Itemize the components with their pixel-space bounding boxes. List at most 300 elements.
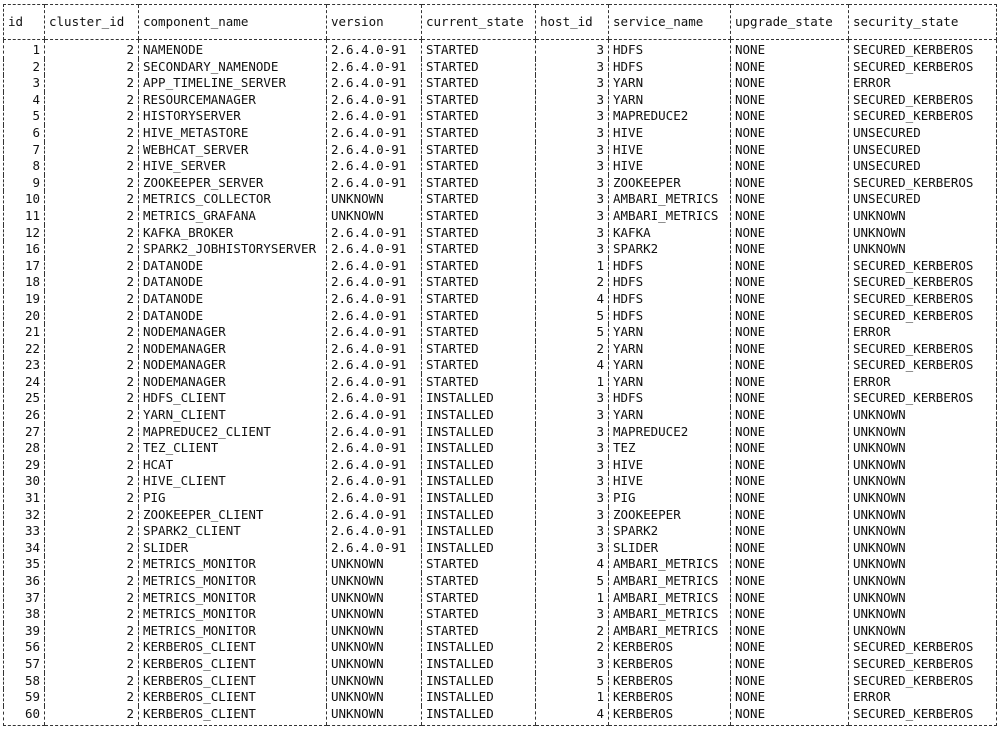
cell-version: UNKNOWN — [327, 706, 422, 726]
cell-current-state: STARTED — [422, 341, 536, 358]
cell-host-id: 3 — [536, 158, 609, 175]
cell-version: 2.6.4.0-91 — [327, 258, 422, 275]
cell-host-id: 4 — [536, 291, 609, 308]
cell-service-name: HDFS — [609, 291, 731, 308]
cell-security-state: UNKNOWN — [849, 490, 997, 507]
cell-host-id: 2 — [536, 639, 609, 656]
cell-component-name: YARN_CLIENT — [139, 407, 327, 424]
cell-service-name: AMBARI_METRICS — [609, 573, 731, 590]
cell-component-name: HDFS_CLIENT — [139, 390, 327, 407]
cell-host-id: 3 — [536, 473, 609, 490]
cell-cluster-id: 2 — [45, 225, 139, 242]
cell-component-name: METRICS_MONITOR — [139, 556, 327, 573]
table-row — [4, 274, 997, 291]
cell-component-name: METRICS_MONITOR — [139, 606, 327, 623]
cell-version: UNKNOWN — [327, 673, 422, 690]
cell-cluster-id: 2 — [45, 92, 139, 109]
cell-current-state: STARTED — [422, 556, 536, 573]
cell-service-name: AMBARI_METRICS — [609, 623, 731, 640]
cell-id: 9 — [4, 175, 45, 192]
cell-host-id: 4 — [536, 706, 609, 726]
cell-cluster-id: 2 — [45, 424, 139, 441]
cell-id: 37 — [4, 590, 45, 607]
cell-upgrade-state: NONE — [731, 274, 849, 291]
cell-service-name: YARN — [609, 407, 731, 424]
cell-id: 16 — [4, 241, 45, 258]
cell-current-state: STARTED — [422, 308, 536, 325]
cell-host-id: 3 — [536, 424, 609, 441]
cell-id: 25 — [4, 390, 45, 407]
table-row — [4, 556, 997, 573]
cell-host-id: 3 — [536, 457, 609, 474]
cell-upgrade-state: NONE — [731, 291, 849, 308]
cell-security-state: SECURED_KERBEROS — [849, 357, 997, 374]
cell-service-name: HDFS — [609, 308, 731, 325]
cell-component-name: SECONDARY_NAMENODE — [139, 59, 327, 76]
cell-cluster-id: 2 — [45, 590, 139, 607]
cell-component-name: KAFKA_BROKER — [139, 225, 327, 242]
cell-version: UNKNOWN — [327, 639, 422, 656]
cell-current-state: STARTED — [422, 40, 536, 59]
cell-service-name: HDFS — [609, 59, 731, 76]
table-row — [4, 108, 997, 125]
table-row — [4, 540, 997, 557]
cell-host-id: 1 — [536, 374, 609, 391]
cell-current-state: STARTED — [422, 374, 536, 391]
cell-cluster-id: 2 — [45, 440, 139, 457]
cell-security-state: UNKNOWN — [849, 573, 997, 590]
cell-current-state: INSTALLED — [422, 540, 536, 557]
cell-security-state: SECURED_KERBEROS — [849, 341, 997, 358]
cell-upgrade-state: NONE — [731, 191, 849, 208]
cell-cluster-id: 2 — [45, 75, 139, 92]
cell-id: 11 — [4, 208, 45, 225]
cell-security-state: ERROR — [849, 324, 997, 341]
cell-upgrade-state: NONE — [731, 656, 849, 673]
cell-service-name: KAFKA — [609, 225, 731, 242]
cell-component-name: ZOOKEEPER_SERVER — [139, 175, 327, 192]
cell-host-id: 1 — [536, 689, 609, 706]
cell-upgrade-state: NONE — [731, 158, 849, 175]
cell-upgrade-state: NONE — [731, 92, 849, 109]
cell-host-id: 5 — [536, 308, 609, 325]
cell-current-state: STARTED — [422, 191, 536, 208]
cell-version: 2.6.4.0-91 — [327, 357, 422, 374]
cell-service-name: PIG — [609, 490, 731, 507]
cell-component-name: KERBEROS_CLIENT — [139, 639, 327, 656]
cell-cluster-id: 2 — [45, 175, 139, 192]
cell-component-name: DATANODE — [139, 274, 327, 291]
cell-component-name: METRICS_MONITOR — [139, 623, 327, 640]
cell-version: 2.6.4.0-91 — [327, 540, 422, 557]
cell-component-name: PIG — [139, 490, 327, 507]
cell-cluster-id: 2 — [45, 457, 139, 474]
cell-service-name: KERBEROS — [609, 706, 731, 726]
table-row — [4, 407, 997, 424]
cell-security-state: UNKNOWN — [849, 208, 997, 225]
cell-service-name: AMBARI_METRICS — [609, 606, 731, 623]
cell-security-state: UNKNOWN — [849, 225, 997, 242]
cell-host-id: 3 — [536, 108, 609, 125]
cell-security-state: SECURED_KERBEROS — [849, 639, 997, 656]
cell-security-state: UNSECURED — [849, 142, 997, 159]
query-result-table — [3, 4, 997, 726]
cell-cluster-id: 2 — [45, 125, 139, 142]
cell-cluster-id: 2 — [45, 191, 139, 208]
cell-service-name: ZOOKEEPER — [609, 175, 731, 192]
cell-id: 22 — [4, 341, 45, 358]
cell-security-state: ERROR — [849, 689, 997, 706]
cell-upgrade-state: NONE — [731, 59, 849, 76]
cell-security-state: SECURED_KERBEROS — [849, 274, 997, 291]
cell-version: 2.6.4.0-91 — [327, 490, 422, 507]
cell-upgrade-state: NONE — [731, 424, 849, 441]
cell-upgrade-state: NONE — [731, 490, 849, 507]
column-header-component-name: component_name — [139, 5, 327, 40]
cell-service-name: HIVE — [609, 158, 731, 175]
cell-upgrade-state: NONE — [731, 75, 849, 92]
cell-current-state: INSTALLED — [422, 523, 536, 540]
table-row — [4, 208, 997, 225]
cell-id: 5 — [4, 108, 45, 125]
cell-service-name: HDFS — [609, 40, 731, 59]
cell-service-name: HIVE — [609, 457, 731, 474]
cell-version: UNKNOWN — [327, 623, 422, 640]
cell-version: 2.6.4.0-91 — [327, 390, 422, 407]
cell-id: 23 — [4, 357, 45, 374]
cell-id: 26 — [4, 407, 45, 424]
cell-component-name: DATANODE — [139, 291, 327, 308]
cell-id: 8 — [4, 158, 45, 175]
cell-id: 39 — [4, 623, 45, 640]
cell-id: 2 — [4, 59, 45, 76]
cell-current-state: INSTALLED — [422, 473, 536, 490]
column-header-id: id — [4, 5, 45, 40]
cell-version: 2.6.4.0-91 — [327, 523, 422, 540]
cell-component-name: NODEMANAGER — [139, 324, 327, 341]
cell-current-state: INSTALLED — [422, 424, 536, 441]
cell-component-name: HCAT — [139, 457, 327, 474]
cell-id: 17 — [4, 258, 45, 275]
cell-cluster-id: 2 — [45, 374, 139, 391]
cell-upgrade-state: NONE — [731, 258, 849, 275]
cell-host-id: 3 — [536, 241, 609, 258]
cell-security-state: UNKNOWN — [849, 440, 997, 457]
cell-upgrade-state: NONE — [731, 606, 849, 623]
cell-current-state: STARTED — [422, 175, 536, 192]
cell-component-name: DATANODE — [139, 308, 327, 325]
cell-service-name: KERBEROS — [609, 656, 731, 673]
cell-version: 2.6.4.0-91 — [327, 341, 422, 358]
column-header-current-state: current_state — [422, 5, 536, 40]
column-header-security-state: security_state — [849, 5, 997, 40]
cell-security-state: SECURED_KERBEROS — [849, 706, 997, 726]
cell-service-name: AMBARI_METRICS — [609, 191, 731, 208]
cell-current-state: STARTED — [422, 208, 536, 225]
cell-host-id: 5 — [536, 573, 609, 590]
table-row — [4, 706, 997, 726]
cell-service-name: AMBARI_METRICS — [609, 208, 731, 225]
cell-version: UNKNOWN — [327, 656, 422, 673]
cell-service-name: HIVE — [609, 473, 731, 490]
cell-current-state: INSTALLED — [422, 440, 536, 457]
cell-security-state: ERROR — [849, 75, 997, 92]
cell-service-name: HDFS — [609, 258, 731, 275]
cell-host-id: 3 — [536, 407, 609, 424]
cell-security-state: UNKNOWN — [849, 407, 997, 424]
cell-cluster-id: 2 — [45, 490, 139, 507]
cell-service-name: MAPREDUCE2 — [609, 424, 731, 441]
table-row — [4, 175, 997, 192]
cell-security-state: SECURED_KERBEROS — [849, 291, 997, 308]
cell-service-name: AMBARI_METRICS — [609, 590, 731, 607]
cell-security-state: ERROR — [849, 374, 997, 391]
cell-upgrade-state: NONE — [731, 689, 849, 706]
cell-id: 33 — [4, 523, 45, 540]
cell-cluster-id: 2 — [45, 473, 139, 490]
cell-service-name: TEZ — [609, 440, 731, 457]
cell-upgrade-state: NONE — [731, 142, 849, 159]
cell-host-id: 3 — [536, 191, 609, 208]
cell-component-name: MAPREDUCE2_CLIENT — [139, 424, 327, 441]
table-row — [4, 590, 997, 607]
cell-cluster-id: 2 — [45, 689, 139, 706]
cell-version: 2.6.4.0-91 — [327, 374, 422, 391]
cell-security-state: UNKNOWN — [849, 523, 997, 540]
table-row — [4, 656, 997, 673]
cell-security-state: UNSECURED — [849, 191, 997, 208]
cell-host-id: 3 — [536, 225, 609, 242]
cell-security-state: UNSECURED — [849, 158, 997, 175]
cell-id: 18 — [4, 274, 45, 291]
cell-cluster-id: 2 — [45, 341, 139, 358]
cell-cluster-id: 2 — [45, 556, 139, 573]
cell-security-state: UNKNOWN — [849, 473, 997, 490]
cell-service-name: SPARK2 — [609, 241, 731, 258]
cell-id: 58 — [4, 673, 45, 690]
cell-security-state: UNKNOWN — [849, 424, 997, 441]
cell-cluster-id: 2 — [45, 606, 139, 623]
cell-security-state: SECURED_KERBEROS — [849, 656, 997, 673]
table-row — [4, 125, 997, 142]
cell-id: 20 — [4, 308, 45, 325]
table-row — [4, 357, 997, 374]
cell-security-state: UNKNOWN — [849, 507, 997, 524]
cell-security-state: SECURED_KERBEROS — [849, 258, 997, 275]
cell-current-state: INSTALLED — [422, 639, 536, 656]
cell-cluster-id: 2 — [45, 357, 139, 374]
cell-component-name: KERBEROS_CLIENT — [139, 673, 327, 690]
cell-security-state: UNKNOWN — [849, 606, 997, 623]
cell-host-id: 3 — [536, 490, 609, 507]
cell-component-name: ZOOKEEPER_CLIENT — [139, 507, 327, 524]
cell-id: 34 — [4, 540, 45, 557]
cell-upgrade-state: NONE — [731, 706, 849, 726]
cell-component-name: KERBEROS_CLIENT — [139, 706, 327, 726]
column-header-upgrade-state: upgrade_state — [731, 5, 849, 40]
cell-service-name: YARN — [609, 357, 731, 374]
cell-current-state: STARTED — [422, 92, 536, 109]
cell-security-state: SECURED_KERBEROS — [849, 673, 997, 690]
cell-service-name: KERBEROS — [609, 639, 731, 656]
column-header-version: version — [327, 5, 422, 40]
cell-component-name: METRICS_MONITOR — [139, 590, 327, 607]
cell-component-name: HIVE_SERVER — [139, 158, 327, 175]
cell-current-state: STARTED — [422, 324, 536, 341]
table-row — [4, 324, 997, 341]
cell-cluster-id: 2 — [45, 158, 139, 175]
cell-version: 2.6.4.0-91 — [327, 158, 422, 175]
cell-current-state: STARTED — [422, 241, 536, 258]
cell-host-id: 3 — [536, 507, 609, 524]
cell-current-state: STARTED — [422, 75, 536, 92]
cell-current-state: STARTED — [422, 225, 536, 242]
cell-host-id: 3 — [536, 656, 609, 673]
cell-upgrade-state: NONE — [731, 175, 849, 192]
table-row — [4, 639, 997, 656]
cell-security-state: SECURED_KERBEROS — [849, 390, 997, 407]
cell-version: 2.6.4.0-91 — [327, 225, 422, 242]
table-row — [4, 507, 997, 524]
cell-version: 2.6.4.0-91 — [327, 125, 422, 142]
cell-upgrade-state: NONE — [731, 225, 849, 242]
table-row — [4, 689, 997, 706]
cell-id: 28 — [4, 440, 45, 457]
cell-upgrade-state: NONE — [731, 573, 849, 590]
cell-host-id: 3 — [536, 523, 609, 540]
cell-security-state: SECURED_KERBEROS — [849, 59, 997, 76]
cell-cluster-id: 2 — [45, 274, 139, 291]
cell-host-id: 3 — [536, 390, 609, 407]
cell-version: 2.6.4.0-91 — [327, 507, 422, 524]
cell-current-state: STARTED — [422, 590, 536, 607]
cell-component-name: WEBHCAT_SERVER — [139, 142, 327, 159]
cell-id: 36 — [4, 573, 45, 590]
cell-service-name: SPARK2 — [609, 523, 731, 540]
cell-cluster-id: 2 — [45, 291, 139, 308]
cell-id: 1 — [4, 40, 45, 59]
table-body — [4, 40, 997, 726]
cell-upgrade-state: NONE — [731, 440, 849, 457]
cell-version: 2.6.4.0-91 — [327, 175, 422, 192]
cell-id: 24 — [4, 374, 45, 391]
cell-upgrade-state: NONE — [731, 341, 849, 358]
cell-component-name: KERBEROS_CLIENT — [139, 689, 327, 706]
cell-host-id: 5 — [536, 673, 609, 690]
cell-component-name: NODEMANAGER — [139, 374, 327, 391]
cell-host-id: 3 — [536, 92, 609, 109]
cell-upgrade-state: NONE — [731, 357, 849, 374]
cell-component-name: SLIDER — [139, 540, 327, 557]
cell-cluster-id: 2 — [45, 390, 139, 407]
cell-current-state: INSTALLED — [422, 673, 536, 690]
cell-component-name: HIVE_METASTORE — [139, 125, 327, 142]
cell-upgrade-state: NONE — [731, 108, 849, 125]
cell-component-name: SPARK2_CLIENT — [139, 523, 327, 540]
cell-component-name: METRICS_MONITOR — [139, 573, 327, 590]
cell-component-name: NODEMANAGER — [139, 357, 327, 374]
cell-upgrade-state: NONE — [731, 540, 849, 557]
cell-host-id: 3 — [536, 59, 609, 76]
cell-version: UNKNOWN — [327, 208, 422, 225]
cell-component-name: NAMENODE — [139, 40, 327, 59]
cell-host-id: 1 — [536, 590, 609, 607]
cell-component-name: NODEMANAGER — [139, 341, 327, 358]
cell-upgrade-state: NONE — [731, 673, 849, 690]
cell-host-id: 3 — [536, 606, 609, 623]
cell-host-id: 3 — [536, 125, 609, 142]
cell-cluster-id: 2 — [45, 507, 139, 524]
cell-security-state: SECURED_KERBEROS — [849, 175, 997, 192]
cell-id: 59 — [4, 689, 45, 706]
cell-id: 56 — [4, 639, 45, 656]
cell-component-name: SPARK2_JOBHISTORYSERVER — [139, 241, 327, 258]
cell-id: 27 — [4, 424, 45, 441]
cell-current-state: INSTALLED — [422, 507, 536, 524]
cell-security-state: UNKNOWN — [849, 556, 997, 573]
cell-upgrade-state: NONE — [731, 590, 849, 607]
cell-version: 2.6.4.0-91 — [327, 274, 422, 291]
cell-service-name: HIVE — [609, 142, 731, 159]
cell-id: 21 — [4, 324, 45, 341]
cell-upgrade-state: NONE — [731, 308, 849, 325]
cell-cluster-id: 2 — [45, 639, 139, 656]
table-row — [4, 606, 997, 623]
cell-component-name: METRICS_COLLECTOR — [139, 191, 327, 208]
cell-security-state: UNKNOWN — [849, 241, 997, 258]
cell-current-state: INSTALLED — [422, 390, 536, 407]
cell-current-state: INSTALLED — [422, 656, 536, 673]
cell-component-name: APP_TIMELINE_SERVER — [139, 75, 327, 92]
cell-current-state: STARTED — [422, 357, 536, 374]
cell-version: 2.6.4.0-91 — [327, 407, 422, 424]
table-row — [4, 142, 997, 159]
cell-host-id: 2 — [536, 274, 609, 291]
cell-id: 4 — [4, 92, 45, 109]
cell-security-state: UNKNOWN — [849, 540, 997, 557]
cell-current-state: STARTED — [422, 142, 536, 159]
cell-upgrade-state: NONE — [731, 324, 849, 341]
cell-upgrade-state: NONE — [731, 407, 849, 424]
cell-cluster-id: 2 — [45, 308, 139, 325]
cell-component-name: TEZ_CLIENT — [139, 440, 327, 457]
cell-id: 29 — [4, 457, 45, 474]
table-row — [4, 440, 997, 457]
cell-host-id: 3 — [536, 175, 609, 192]
cell-security-state: UNKNOWN — [849, 457, 997, 474]
cell-current-state: STARTED — [422, 125, 536, 142]
cell-version: UNKNOWN — [327, 606, 422, 623]
table-row — [4, 341, 997, 358]
cell-version: 2.6.4.0-91 — [327, 457, 422, 474]
cell-version: 2.6.4.0-91 — [327, 108, 422, 125]
cell-version: UNKNOWN — [327, 689, 422, 706]
cell-cluster-id: 2 — [45, 324, 139, 341]
cell-component-name: HISTORYSERVER — [139, 108, 327, 125]
table-row — [4, 623, 997, 640]
cell-id: 10 — [4, 191, 45, 208]
cell-version: 2.6.4.0-91 — [327, 40, 422, 59]
cell-host-id: 3 — [536, 440, 609, 457]
cell-current-state: INSTALLED — [422, 490, 536, 507]
cell-id: 3 — [4, 75, 45, 92]
cell-service-name: KERBEROS — [609, 689, 731, 706]
cell-cluster-id: 2 — [45, 59, 139, 76]
column-header-host-id: host_id — [536, 5, 609, 40]
cell-cluster-id: 2 — [45, 40, 139, 59]
cell-security-state: UNSECURED — [849, 125, 997, 142]
table-row — [4, 390, 997, 407]
